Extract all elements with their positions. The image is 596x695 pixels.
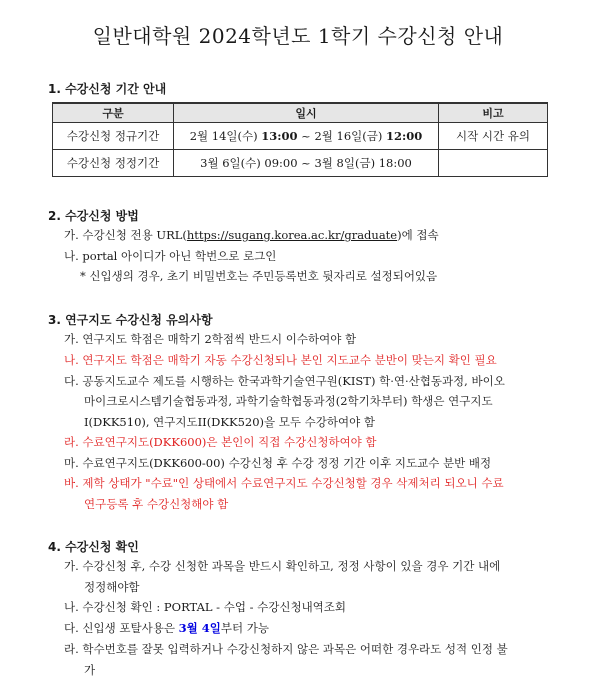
method-note: * 신입생의 경우, 초기 비밀번호는 주민등록번호 뒷자리로 설정되어있음 bbox=[80, 269, 438, 283]
table-row bbox=[53, 123, 548, 150]
research-item-da: 다. 공동지도교수 제도를 시행하는 한국과학기술연구원(KIST) 학·연·산협동과정, 바이오 bbox=[64, 374, 505, 388]
table-cell bbox=[439, 150, 548, 177]
period-table bbox=[52, 102, 548, 177]
time-text: 12:00 bbox=[386, 129, 423, 143]
confirm-item-ra: 라. 학수번호를 잘못 입력하거나 수강신청하지 않은 과목은 어떠한 경우라도 성적 인정 불 bbox=[64, 642, 508, 656]
research-item-na: 나. 연구지도 학점은 매학기 자동 수강신청되나 본인 지도교수 분반이 맞는지 확인 필요 bbox=[64, 353, 497, 367]
table-cell: 3월 6일(수) 09:00 ~ 3월 8일(금) 18:00 bbox=[174, 150, 439, 177]
date-text: ~ 2월 16일(금) bbox=[297, 129, 387, 143]
table-cell bbox=[174, 123, 439, 150]
section-heading-confirm: 4. 수강신청 확인 bbox=[48, 540, 139, 554]
research-item-ga: 가. 연구지도 학점은 매학기 2학점씩 반드시 이수하여야 함 bbox=[64, 332, 357, 346]
research-item-da-cont: 마이크로시스템기술협동과정, 과학기술학협동과정(2학기차부터) 학생은 연구지도 bbox=[84, 394, 493, 408]
section-heading-method: 2. 수강신청 방법 bbox=[48, 209, 139, 223]
sugang-link[interactable]: https://sugang.korea.ac.kr/graduate bbox=[186, 228, 398, 242]
method-item-na: 나. portal 아이디가 아닌 학번으로 로그인 bbox=[64, 249, 277, 263]
section-heading-period: 1. 수강신청 기간 안내 bbox=[48, 82, 167, 96]
research-item-ma: 마. 수료연구지도(DKK600-00) 수강신청 후 수강 정정 기간 이후 지도교수 분반 배정 bbox=[64, 456, 492, 470]
item-text: 가. 수강신청 전용 URL( bbox=[64, 228, 187, 242]
research-item-ba-cont: 연구등록 후 수강신청해야 함 bbox=[84, 497, 229, 511]
table-cell: 수강신청 정규기간 bbox=[53, 123, 174, 150]
page-title: 일반대학원 2024학년도 1학기 수강신청 안내 bbox=[92, 24, 504, 48]
confirm-item-ga: 가. 수강신청 후, 수강 신청한 과목을 반드시 확인하고, 정정 사항이 있을 경우 기간 내에 bbox=[64, 559, 501, 573]
table-header: 구분 bbox=[53, 103, 174, 123]
research-item-ra: 라. 수료연구지도(DKK600)은 본인이 직접 수강신청하여야 함 bbox=[64, 435, 377, 449]
confirm-item-na: 나. 수강신청 확인 : PORTAL - 수업 - 수강신청내역조회 bbox=[64, 600, 347, 614]
date-text: 2월 14일(수) bbox=[189, 129, 262, 143]
time-text: 13:00 bbox=[261, 129, 298, 143]
table-cell: 시작 시간 유의 bbox=[439, 123, 548, 150]
confirm-item-da bbox=[64, 620, 269, 636]
item-text: )에 접속 bbox=[397, 228, 439, 242]
item-text: 다. 신입생 포탈사용은 bbox=[64, 621, 179, 635]
section-heading-research: 3. 연구지도 수강신청 유의사항 bbox=[48, 313, 213, 327]
confirm-item-ra-cont: 가 bbox=[84, 663, 96, 677]
highlight-date: 3월 4일 bbox=[178, 621, 221, 635]
table-row bbox=[53, 150, 548, 177]
item-text: 부터 가능 bbox=[220, 621, 269, 635]
research-item-ba: 바. 제학 상태가 "수료"인 상태에서 수료연구지도 수강신청할 경우 삭제처리 되오니 수료 bbox=[64, 476, 504, 490]
table-header-row bbox=[53, 103, 548, 123]
table-header: 비고 bbox=[439, 103, 548, 123]
research-item-da-cont: I(DKK510), 연구지도II(DKK520)을 모두 수강하여야 함 bbox=[84, 415, 375, 429]
table-header: 일시 bbox=[174, 103, 439, 123]
method-item-ga bbox=[64, 227, 439, 243]
confirm-item-ga-cont: 정정해야함 bbox=[84, 580, 140, 594]
table-cell: 수강신청 정정기간 bbox=[53, 150, 174, 177]
